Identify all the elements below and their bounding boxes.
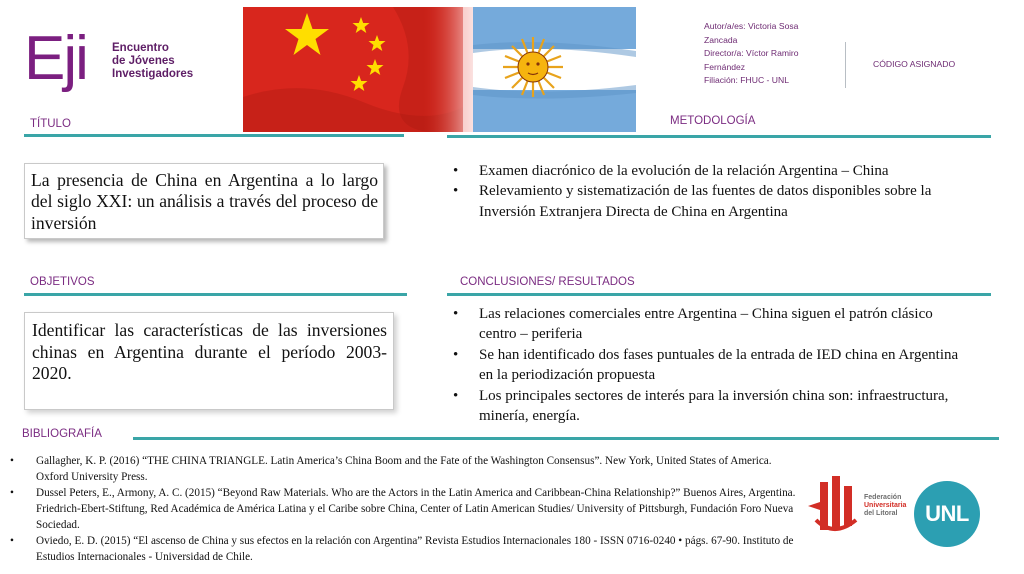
- header-divider: [845, 42, 846, 88]
- fhuc-line: del Litoral: [864, 510, 898, 517]
- poster-title: La presencia de China en Argentina a lo largo del siglo XXI: un análisis a través del proceso de inversión: [31, 170, 378, 233]
- director-line: Director/a: Víctor Ramiro: [704, 48, 799, 59]
- fhuc-line: Universitaria: [864, 502, 907, 509]
- china-argentina-flag-image: [243, 7, 636, 132]
- metodologia-heading: METODOLOGÍA: [670, 115, 756, 127]
- list-item: • Relevamiento y sistematización de las fuentes de datos disponibles sobre la Inversión Extranjera Directa de China en Argentina: [450, 181, 990, 222]
- conclusiones-rule: [447, 293, 991, 296]
- unl-logo: UNL: [914, 481, 980, 547]
- bibliografia-heading: BIBLIOGRAFÍA: [22, 428, 102, 440]
- titulo-box: [24, 163, 384, 239]
- fhuc-logo: [806, 476, 916, 536]
- eji-logo-mark: Eji: [24, 24, 87, 93]
- author-info: [704, 20, 834, 88]
- titulo-heading: TÍTULO: [30, 118, 71, 130]
- bibliography-item: • Dussel Peters, E., Armony, A. C. (2015) “Beyond Raw Materials. Who are the Actors in the Latin America and Caribbean-China Relationship?” Buenos Aires, Argentina. Friedrich-Ebert-Stiftung, Red Académica de América Latina y el Caribe sobre China, Center of Latin American Studies/ University of Pittsburgh, Fundación Foro Nueva Sociedad.: [10, 485, 800, 533]
- titulo-rule: [24, 134, 404, 137]
- metodologia-list: [450, 161, 990, 222]
- conclusiones-heading: CONCLUSIONES/ RESULTADOS: [460, 276, 635, 288]
- objetivos-text: Identificar las características de las inversiones chinas en Argentina durante el período 2003-2020.: [32, 320, 387, 384]
- bibliografia-list: [10, 453, 800, 565]
- affiliation-line: Filiación: FHUC - UNL: [704, 75, 789, 86]
- list-item: • Se han identificado dos fases puntuales de la entrada de IED china en Argentina en la periodización propuesta: [450, 345, 970, 386]
- bibliografia-rule: [133, 437, 999, 440]
- list-item: • Los principales sectores de interés para la inversión china son: infraestructura, minería, energía.: [450, 386, 970, 427]
- objetivos-rule: [24, 293, 407, 296]
- list-item: • Las relaciones comerciales entre Argentina – China siguen el patrón clásico centro – periferia: [450, 304, 970, 345]
- bibliography-item: • Oviedo, E. D. (2015) “El ascenso de China y sus efectos en la relación con Argentina” Revista Estudios Internacionales 180 - ISSN 0716-0240 • págs. 67-90. Instituto de Estudios Internacionales - Universidad de Chile.: [10, 533, 800, 565]
- fhuc-text: [864, 494, 906, 518]
- author-line: Autor/a/es: Victoria Sosa: [704, 21, 799, 31]
- objetivos-heading: OBJETIVOS: [30, 276, 95, 288]
- director-line: Fernández: [704, 61, 746, 72]
- eji-logo-line: Investigadores: [112, 68, 194, 80]
- eji-logo-text: [112, 42, 193, 81]
- objetivos-box: [24, 312, 394, 410]
- author-line: Zancada: [704, 34, 738, 45]
- assigned-code-label: CÓDIGO ASIGNADO: [873, 59, 956, 69]
- metodologia-rule: [447, 135, 991, 138]
- fhuc-line: Federación: [864, 494, 902, 501]
- list-item: • Examen diacrónico de la evolución de la relación Argentina – China: [450, 161, 990, 181]
- fhuc-emblem-icon: [806, 476, 862, 536]
- bibliography-item: • Gallagher, K. P. (2016) “THE CHINA TRIANGLE. Latin America’s China Boom and the Fate of the Washington Consensus”. New York, United States of America. Oxford University Press.: [10, 453, 800, 485]
- eji-logo-line: de Jóvenes: [112, 55, 175, 67]
- conclusiones-list: [450, 304, 970, 426]
- eji-logo: [24, 24, 214, 108]
- eji-logo-line: Encuentro: [112, 42, 169, 54]
